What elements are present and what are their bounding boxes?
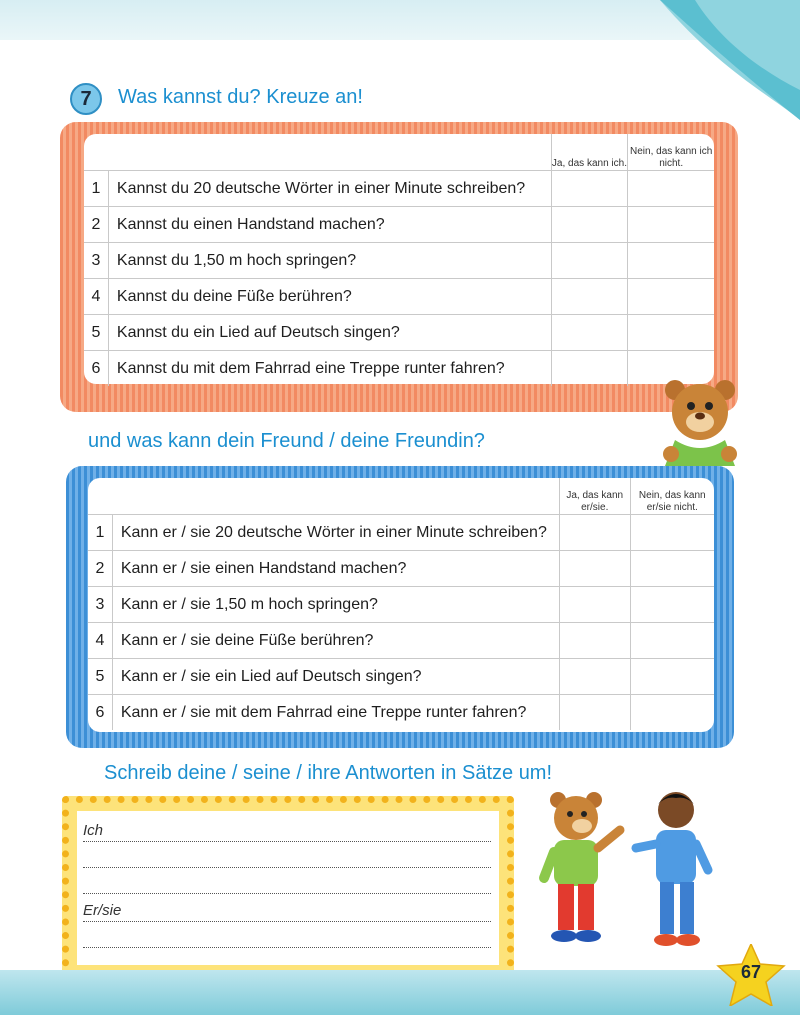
column-header-yes: Ja, das kann ich. bbox=[551, 134, 628, 171]
writing-line[interactable] bbox=[83, 873, 491, 894]
question-text: Kann er / sie ein Lied auf Deutsch singen? bbox=[112, 659, 559, 695]
checkbox-cell-no[interactable] bbox=[628, 315, 714, 351]
checkbox-cell-yes[interactable] bbox=[551, 171, 628, 207]
question-text: Kannst du deine Füße berühren? bbox=[108, 279, 551, 315]
column-header-no: Nein, das kann ich nicht. bbox=[628, 134, 714, 171]
checkbox-cell-yes[interactable] bbox=[551, 243, 628, 279]
table-row bbox=[84, 351, 714, 387]
row-number: 2 bbox=[88, 551, 112, 587]
checkbox-cell-yes[interactable] bbox=[551, 351, 628, 387]
checkbox-cell-no[interactable] bbox=[628, 171, 714, 207]
table1-panel bbox=[84, 134, 714, 384]
bear-and-boy-illustration bbox=[536, 786, 716, 966]
table-row bbox=[84, 279, 714, 315]
checkbox-cell-no[interactable] bbox=[630, 515, 714, 551]
table-row bbox=[84, 207, 714, 243]
table-row bbox=[84, 171, 714, 207]
checkbox-cell-no[interactable] bbox=[630, 659, 714, 695]
checkbox-cell-yes[interactable] bbox=[559, 587, 630, 623]
row-number: 5 bbox=[84, 315, 108, 351]
table-row bbox=[88, 515, 714, 551]
column-header-yes: Ja, das kann er/sie. bbox=[559, 478, 630, 515]
write-heading: Schreib deine / seine / ihre Antworten in Sätze um! bbox=[104, 762, 553, 784]
column-header-no: Nein, das kann er/sie nicht. bbox=[630, 478, 714, 515]
question-text: Kann er / sie 1,50 m hoch springen? bbox=[112, 587, 559, 623]
writing-line-label-er-sie: Er/sie bbox=[83, 902, 125, 919]
checkbox-cell-no[interactable] bbox=[630, 587, 714, 623]
checkbox-cell-yes[interactable] bbox=[559, 659, 630, 695]
checkbox-cell-no[interactable] bbox=[630, 695, 714, 731]
checkbox-cell-yes[interactable] bbox=[551, 315, 628, 351]
writing-line[interactable] bbox=[83, 821, 491, 842]
checkbox-cell-yes[interactable] bbox=[551, 279, 628, 315]
table-row bbox=[84, 243, 714, 279]
row-number: 4 bbox=[88, 623, 112, 659]
table-row bbox=[88, 659, 714, 695]
row-number: 3 bbox=[88, 587, 112, 623]
writing-line[interactable] bbox=[83, 847, 491, 868]
bottom-decorative-band bbox=[0, 970, 800, 1015]
exercise-title: Was kannst du? Kreuze an! bbox=[118, 86, 363, 108]
row-number: 1 bbox=[84, 171, 108, 207]
table-header-empty bbox=[108, 134, 551, 171]
checkbox-cell-yes[interactable] bbox=[559, 695, 630, 731]
writing-box bbox=[62, 796, 514, 980]
table-row bbox=[88, 623, 714, 659]
writing-line[interactable] bbox=[83, 901, 491, 922]
row-number: 3 bbox=[84, 243, 108, 279]
checkbox-cell-no[interactable] bbox=[628, 243, 714, 279]
writing-line[interactable] bbox=[83, 927, 491, 948]
page-number: 67 bbox=[740, 962, 762, 982]
row-number: 1 bbox=[88, 515, 112, 551]
table-row bbox=[88, 695, 714, 731]
table-row bbox=[84, 315, 714, 351]
row-number: 5 bbox=[88, 659, 112, 695]
checkbox-cell-no[interactable] bbox=[628, 207, 714, 243]
row-number: 6 bbox=[84, 351, 108, 387]
row-number: 6 bbox=[88, 695, 112, 731]
checkbox-cell-yes[interactable] bbox=[559, 551, 630, 587]
question-text: Kannst du 1,50 m hoch springen? bbox=[108, 243, 551, 279]
question-text: Kann er / sie einen Handstand machen? bbox=[112, 551, 559, 587]
question-text: Kannst du mit dem Fahrrad eine Treppe runter fahren? bbox=[116, 359, 505, 377]
question-text: Kannst du einen Handstand machen? bbox=[108, 207, 551, 243]
self-check-table bbox=[84, 134, 714, 386]
writing-line-label-ich: Ich bbox=[83, 822, 107, 839]
checkbox-cell-yes[interactable] bbox=[551, 207, 628, 243]
table2-panel bbox=[88, 478, 714, 732]
checkbox-cell-no[interactable] bbox=[630, 623, 714, 659]
question-text: Kann er / sie mit dem Fahrrad eine Treppe runter fahren? bbox=[120, 703, 527, 721]
table-row bbox=[88, 587, 714, 623]
checkbox-cell-yes[interactable] bbox=[559, 623, 630, 659]
question-text: Kannst du ein Lied auf Deutsch singen? bbox=[108, 315, 551, 351]
table1-frame bbox=[60, 122, 738, 412]
exercise-number-badge: 7 bbox=[70, 83, 102, 115]
row-number: 4 bbox=[84, 279, 108, 315]
checkbox-cell-no[interactable] bbox=[628, 279, 714, 315]
table-header-empty bbox=[84, 134, 108, 171]
bear-illustration bbox=[655, 376, 745, 466]
table-header-empty bbox=[88, 478, 112, 515]
checkbox-cell-no[interactable] bbox=[630, 551, 714, 587]
writing-area[interactable] bbox=[77, 811, 499, 965]
question-text: Kann er / sie deine Füße berühren? bbox=[112, 623, 559, 659]
page-curl-decoration bbox=[600, 0, 800, 120]
row-number: 2 bbox=[84, 207, 108, 243]
table-header-empty bbox=[112, 478, 559, 515]
question-text: Kannst du 20 deutsche Wörter in einer Minute schreiben? bbox=[108, 171, 551, 207]
question-text: Kann er / sie 20 deutsche Wörter in einer Minute schreiben? bbox=[112, 515, 559, 551]
friend-check-table bbox=[88, 478, 714, 730]
checkbox-cell-yes[interactable] bbox=[559, 515, 630, 551]
table-row bbox=[88, 551, 714, 587]
section-subheading: und was kann dein Freund / deine Freundin? bbox=[88, 430, 485, 452]
table2-frame bbox=[66, 466, 734, 748]
